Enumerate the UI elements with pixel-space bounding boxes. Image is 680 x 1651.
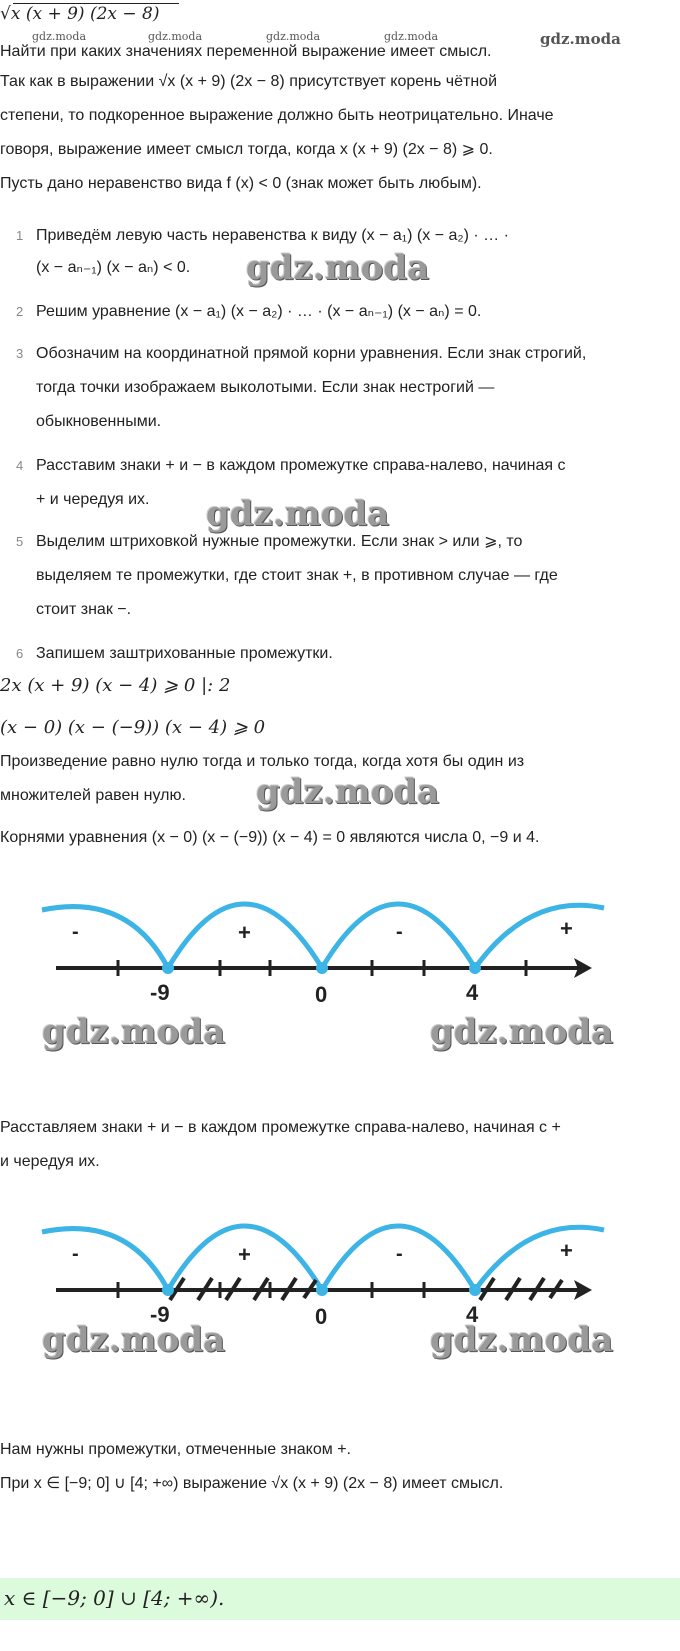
watermark-small: gdz.moda bbox=[540, 30, 621, 48]
step-number: 3 bbox=[16, 346, 24, 361]
sign-label: - bbox=[72, 921, 79, 943]
watermark: gdz.moda bbox=[42, 1012, 226, 1052]
step-text: тогда точки изображаем выколотыми. Если знак нестрогий — bbox=[36, 379, 495, 396]
watermark: gdz.moda bbox=[256, 772, 440, 812]
sign-label: - bbox=[396, 1243, 403, 1265]
step-number: 5 bbox=[16, 534, 24, 549]
solution-text: Произведение равно нулю тогда и только тогда, когда хотя бы один из bbox=[0, 753, 525, 770]
watermark-small: gdz.moda bbox=[266, 30, 321, 43]
solution-text: При x ∈ [−9; 0] ∪ [4; +∞) выражение √x (x + 9) (2x − 8) имеет смысл. bbox=[0, 1475, 504, 1492]
step-number: 4 bbox=[16, 458, 24, 473]
sign-arc bbox=[42, 1229, 168, 1290]
sign-label: - bbox=[72, 1243, 79, 1265]
sign-label: - bbox=[396, 921, 403, 943]
step-text: Обозначим на координатной прямой корни уравнения. Если знак строгий, bbox=[36, 345, 587, 362]
solution-text: Корнями уравнения (x − 0) (x − (−9)) (x − 4) = 0 являются числа 0, −9 и 4. bbox=[0, 829, 540, 846]
root-point bbox=[316, 962, 328, 974]
watermark: gdz.moda bbox=[246, 248, 430, 288]
step-text: стоит знак −. bbox=[36, 601, 132, 618]
radical-bar bbox=[13, 3, 179, 4]
sign-arc bbox=[42, 907, 168, 968]
root-label: 4 bbox=[466, 1302, 479, 1327]
watermark: gdz.moda bbox=[430, 1012, 614, 1052]
header-formula: √x (x + 9) (2x − 8) bbox=[0, 4, 160, 24]
equation: (x − 0) (x − (−9)) (x − 4) ⩾ 0 bbox=[0, 717, 266, 738]
intro-paragraph-line: степени, то подкоренное выражение должно быть неотрицательно. Иначе bbox=[0, 107, 554, 124]
sign-label: + bbox=[238, 1242, 251, 1267]
intro-paragraph-line: Так как в выражении √x (x + 9) (2x − 8) присутствует корень чётной bbox=[0, 73, 497, 90]
watermark: gdz.moda bbox=[42, 1320, 226, 1360]
root-point bbox=[469, 962, 481, 974]
solution-text: Нам нужны промежутки, отмеченные знаком +. bbox=[0, 1441, 351, 1458]
step-text: (x − aₙ₋₁) (x − aₙ) < 0. bbox=[36, 259, 191, 276]
step-text: Решим уравнение (x − a₁) (x − a₂) · … · (x − aₙ₋₁) (x − aₙ) = 0. bbox=[36, 303, 482, 320]
root-label: 0 bbox=[315, 982, 328, 1007]
intro-paragraph-line: Пусть дано неравенство вида f (x) < 0 (знак может быть любым). bbox=[0, 175, 482, 192]
step-text: Запишем заштрихованные промежутки. bbox=[36, 645, 333, 662]
step-number: 2 bbox=[16, 304, 24, 319]
solution-text: множителей равен нулю. bbox=[0, 787, 186, 804]
root-label: -9 bbox=[150, 980, 170, 1005]
step-number: 6 bbox=[16, 646, 24, 661]
step-text: Приведём левую часть неравенства к виду (x − a₁) (x − a₂) · … · bbox=[36, 227, 509, 244]
watermark: gdz.moda bbox=[206, 494, 390, 534]
answer-box bbox=[0, 1578, 680, 1620]
equation: 2x (x + 9) (x − 4) ⩾ 0 |: 2 bbox=[0, 675, 231, 696]
root-point bbox=[162, 1284, 174, 1296]
root-point bbox=[469, 1284, 481, 1296]
watermark-small: gdz.moda bbox=[32, 30, 87, 43]
step-text: обыкновенными. bbox=[36, 413, 162, 430]
sign-arc bbox=[475, 905, 604, 968]
root-label: 4 bbox=[466, 980, 479, 1005]
watermark: gdz.moda bbox=[430, 1320, 614, 1360]
task-text: Найти при каких значениях переменной выражение имеет смысл. bbox=[0, 43, 492, 60]
step-number: 1 bbox=[16, 228, 24, 243]
sign-label: + bbox=[238, 920, 251, 945]
step-text: Расставим знаки + и − в каждом промежутке справа-налево, начиная с bbox=[36, 457, 566, 474]
watermark-small: gdz.moda bbox=[148, 30, 203, 43]
sign-label: + bbox=[560, 1238, 573, 1263]
step-text: + и чередуя их. bbox=[36, 491, 150, 508]
root-point bbox=[162, 962, 174, 974]
answer-text: x ∈ [−9; 0] ∪ [4; +∞). bbox=[4, 1586, 225, 1610]
intro-paragraph-line: говоря, выражение имеет смысл тогда, когда x (x + 9) (2x − 8) ⩾ 0. bbox=[0, 141, 493, 158]
sign-label: + bbox=[560, 916, 573, 941]
step-text: Выделим штриховкой нужные промежутки. Если знак > или ⩾, то bbox=[36, 533, 523, 550]
step-text: выделяем те промежутки, где стоит знак +, в противном случае — где bbox=[36, 567, 558, 584]
watermark-small: gdz.moda bbox=[384, 30, 439, 43]
solution-text: и чередуя их. bbox=[0, 1153, 100, 1170]
solution-text: Расставляем знаки + и − в каждом промежутке справа-налево, начиная с + bbox=[0, 1119, 561, 1136]
root-label: 0 bbox=[315, 1304, 328, 1329]
root-label: -9 bbox=[150, 1302, 170, 1327]
root-point bbox=[316, 1284, 328, 1296]
